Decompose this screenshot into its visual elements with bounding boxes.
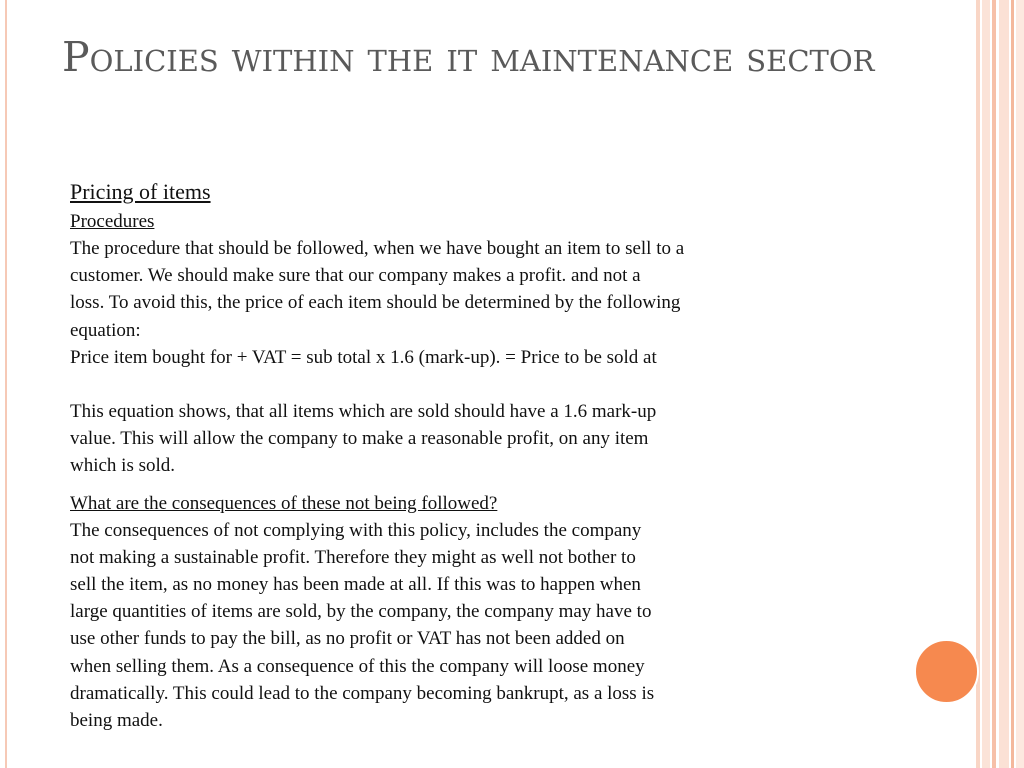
text-line: dramatically. This could lead to the company becoming bankrupt, as a loss is xyxy=(70,682,655,704)
text-line: equation: xyxy=(70,319,141,341)
slide-body xyxy=(70,176,930,734)
text-line: which is sold. xyxy=(70,455,176,477)
equation-line: Price item bought for + VAT = sub total x 1.6 (mark-up). = Price to be sold at xyxy=(70,346,657,368)
text-line: being made. xyxy=(70,710,163,732)
consequences-heading: What are the consequences of these not being followed? xyxy=(70,492,498,514)
slide-title: Policies within the it maintenance sector xyxy=(62,33,875,81)
explanation-paragraph xyxy=(70,398,930,480)
right-decorative-stripes xyxy=(976,0,1024,768)
consequences-paragraph xyxy=(70,517,930,735)
text-line: customer. We should make sure that our company makes a profit. and not a xyxy=(70,265,641,287)
stripe xyxy=(982,0,990,768)
text-line: This equation shows, that all items which are sold should have a 1.6 mark-up xyxy=(70,401,657,423)
text-line: loss. To avoid this, the price of each item should be determined by the following xyxy=(70,292,681,314)
stripe xyxy=(999,0,1009,768)
procedures-heading: Procedures xyxy=(70,211,155,232)
text-line: not making a sustainable profit. Therefore they might as well not bother to xyxy=(70,546,636,568)
spacer xyxy=(70,371,930,398)
stripe xyxy=(1016,0,1024,768)
text-line: value. This will allow the company to make a reasonable profit, on any item xyxy=(70,428,649,450)
stripe xyxy=(976,0,980,768)
left-border-rule xyxy=(5,0,7,768)
procedures-paragraph xyxy=(70,235,930,371)
text-line: The consequences of not complying with this policy, includes the company xyxy=(70,519,642,541)
text-line: sell the item, as no money has been made at all. If this was to happen when xyxy=(70,574,641,596)
text-line: use other funds to pay the bill, as no profit or VAT has not been added on xyxy=(70,628,625,650)
text-line: large quantities of items are sold, by the company, the company may have to xyxy=(70,601,652,623)
spacer xyxy=(70,480,930,490)
section-heading: Pricing of items xyxy=(70,179,211,204)
text-line: The procedure that should be followed, when we have bought an item to sell to a xyxy=(70,238,685,259)
text-line: when selling them. As a consequence of this the company will loose money xyxy=(70,655,645,677)
stripe xyxy=(1011,0,1014,768)
stripe xyxy=(992,0,996,768)
